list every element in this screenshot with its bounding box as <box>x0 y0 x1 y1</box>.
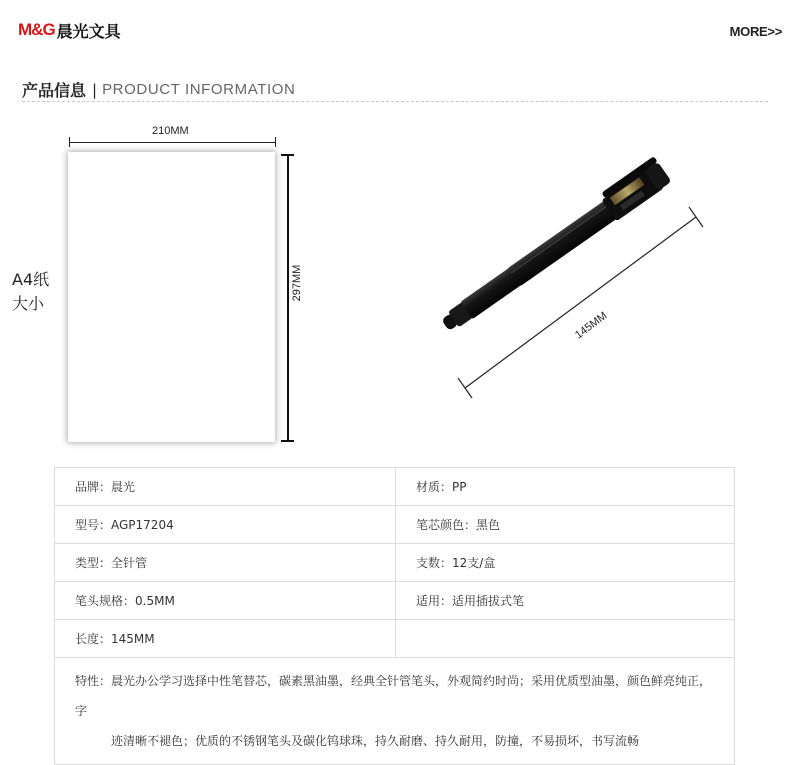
spec-features <box>55 658 735 765</box>
a4-paper-illustration <box>68 152 275 442</box>
paper-height-tick-top <box>281 154 294 156</box>
table-row <box>55 544 735 582</box>
spec-features-line2: 迹清晰不褪色；优质的不锈钢笔头及碳化钨球珠，持久耐磨、持久耐用，防撞，不易损坏，书写流畅 <box>111 734 640 748</box>
logo-mg-text: M&G <box>18 20 55 39</box>
spec-table <box>54 467 735 765</box>
spec-empty-cell <box>396 620 735 658</box>
paper-size-label-line2: 大小 <box>12 294 45 313</box>
paper-size-label-line1: A4纸 <box>12 270 50 289</box>
spec-quantity: 支数：12支/盒 <box>396 544 735 582</box>
spec-compatible: 适用：适用插拔式笔 <box>396 582 735 620</box>
spec-model: 型号：AGP17204 <box>55 506 396 544</box>
pen-illustration <box>400 150 720 410</box>
paper-size-label <box>12 268 49 316</box>
paper-width-label: 210MM <box>152 125 189 137</box>
spec-length: 长度：145MM <box>55 620 396 658</box>
section-title-separator: | <box>92 80 98 99</box>
paper-width-tick-right <box>275 137 276 147</box>
spec-features-label: 特性： <box>75 674 112 688</box>
spec-brand: 品牌：晨光 <box>55 468 396 506</box>
table-row <box>55 582 735 620</box>
pen-body <box>434 156 672 336</box>
spec-ink-color: 笔芯颜色：黑色 <box>396 506 735 544</box>
spec-material: 材质：PP <box>396 468 735 506</box>
pen-length-label: 145MM <box>572 309 610 342</box>
paper-height-line <box>287 155 289 441</box>
section-title-en: PRODUCT INFORMATION <box>102 81 296 98</box>
paper-height-label: 297MM <box>291 264 303 302</box>
logo-cn-text: 晨光文具 <box>56 21 121 41</box>
section-divider <box>22 101 768 102</box>
paper-width-line <box>69 142 276 143</box>
spec-features-line1: 晨光办公学习选择中性笔替芯，碳素黑油墨，经典全针管笔头，外观简约时尚；采用优质型油墨，颜色鲜亮纯正，字 <box>75 674 712 718</box>
table-row <box>55 620 735 658</box>
paper-width-tick-left <box>69 137 70 147</box>
table-row <box>55 468 735 506</box>
spec-tip-size: 笔头规格：0.5MM <box>55 582 396 620</box>
paper-height-tick-bottom <box>281 440 294 442</box>
section-title <box>22 78 295 101</box>
brand-logo[interactable] <box>18 20 121 40</box>
more-link[interactable]: MORE>> <box>729 24 782 39</box>
table-row <box>55 506 735 544</box>
table-row <box>55 658 735 765</box>
spec-type: 类型：全针管 <box>55 544 396 582</box>
section-title-zh: 产品信息 <box>22 81 87 100</box>
